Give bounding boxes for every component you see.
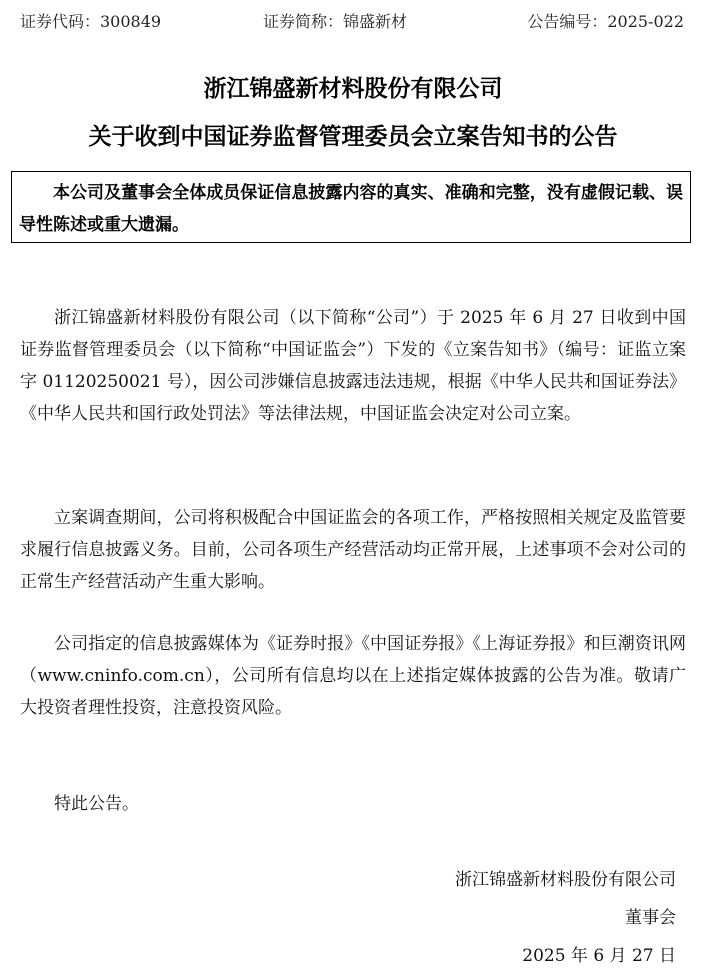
closing-statement: 特此公告。 [54,794,139,814]
disclosure-statement-box: 本公司及董事会全体成员保证信息披露内容的真实、准确和完整，没有虚假记载、误导性陈述或重大遗漏。 [11,171,691,243]
body-paragraph-2: 立案调查期间，公司将积极配合中国证监会的各项工作，严格按照相关规定及监管要求履行信息披露义务。目前，公司各项生产经营活动均正常开展，上述事项不会对公司的正常生产经营活动产生重大影响。 [20,508,686,592]
document-header [20,10,684,34]
signature-date: 2025 年 6 月 27 日 [522,946,676,966]
stock-short-name: 证券简称：锦盛新材 [263,12,408,31]
signature-board: 董事会 [625,908,676,928]
company-title: 浙江锦盛新材料股份有限公司 [203,75,503,102]
stock-code: 证券代码：300849 [20,12,162,31]
announcement-number: 公告编号：2025-022 [527,12,684,31]
body-paragraph-3: 公司指定的信息披露媒体为《证券时报》《中国证券报》《上海证券报》和巨潮资讯网（www.cninfo.com.cn），公司所有信息均以在上述指定媒体披露的公告为准。敬请广大投资者理性投资，注意投资风险。 [20,634,686,718]
body-paragraph-1: 浙江锦盛新材料股份有限公司（以下简称“公司”）于 2025 年 6 月 27 日收到中国证券监督管理委员会（以下简称“中国证监会”）下发的《立案告知书》（编号：证监立案字 01120250021 号），因公司涉嫌信息披露违法违规，根据《中华人民共和国证券法》《中华人民共和国行政处罚法》等法律法规，中国证监会决定对公司立案。 [20,308,686,424]
signature-company: 浙江锦盛新材料股份有限公司 [455,870,676,890]
announcement-title: 关于收到中国证券监督管理委员会立案告知书的公告 [88,123,618,150]
